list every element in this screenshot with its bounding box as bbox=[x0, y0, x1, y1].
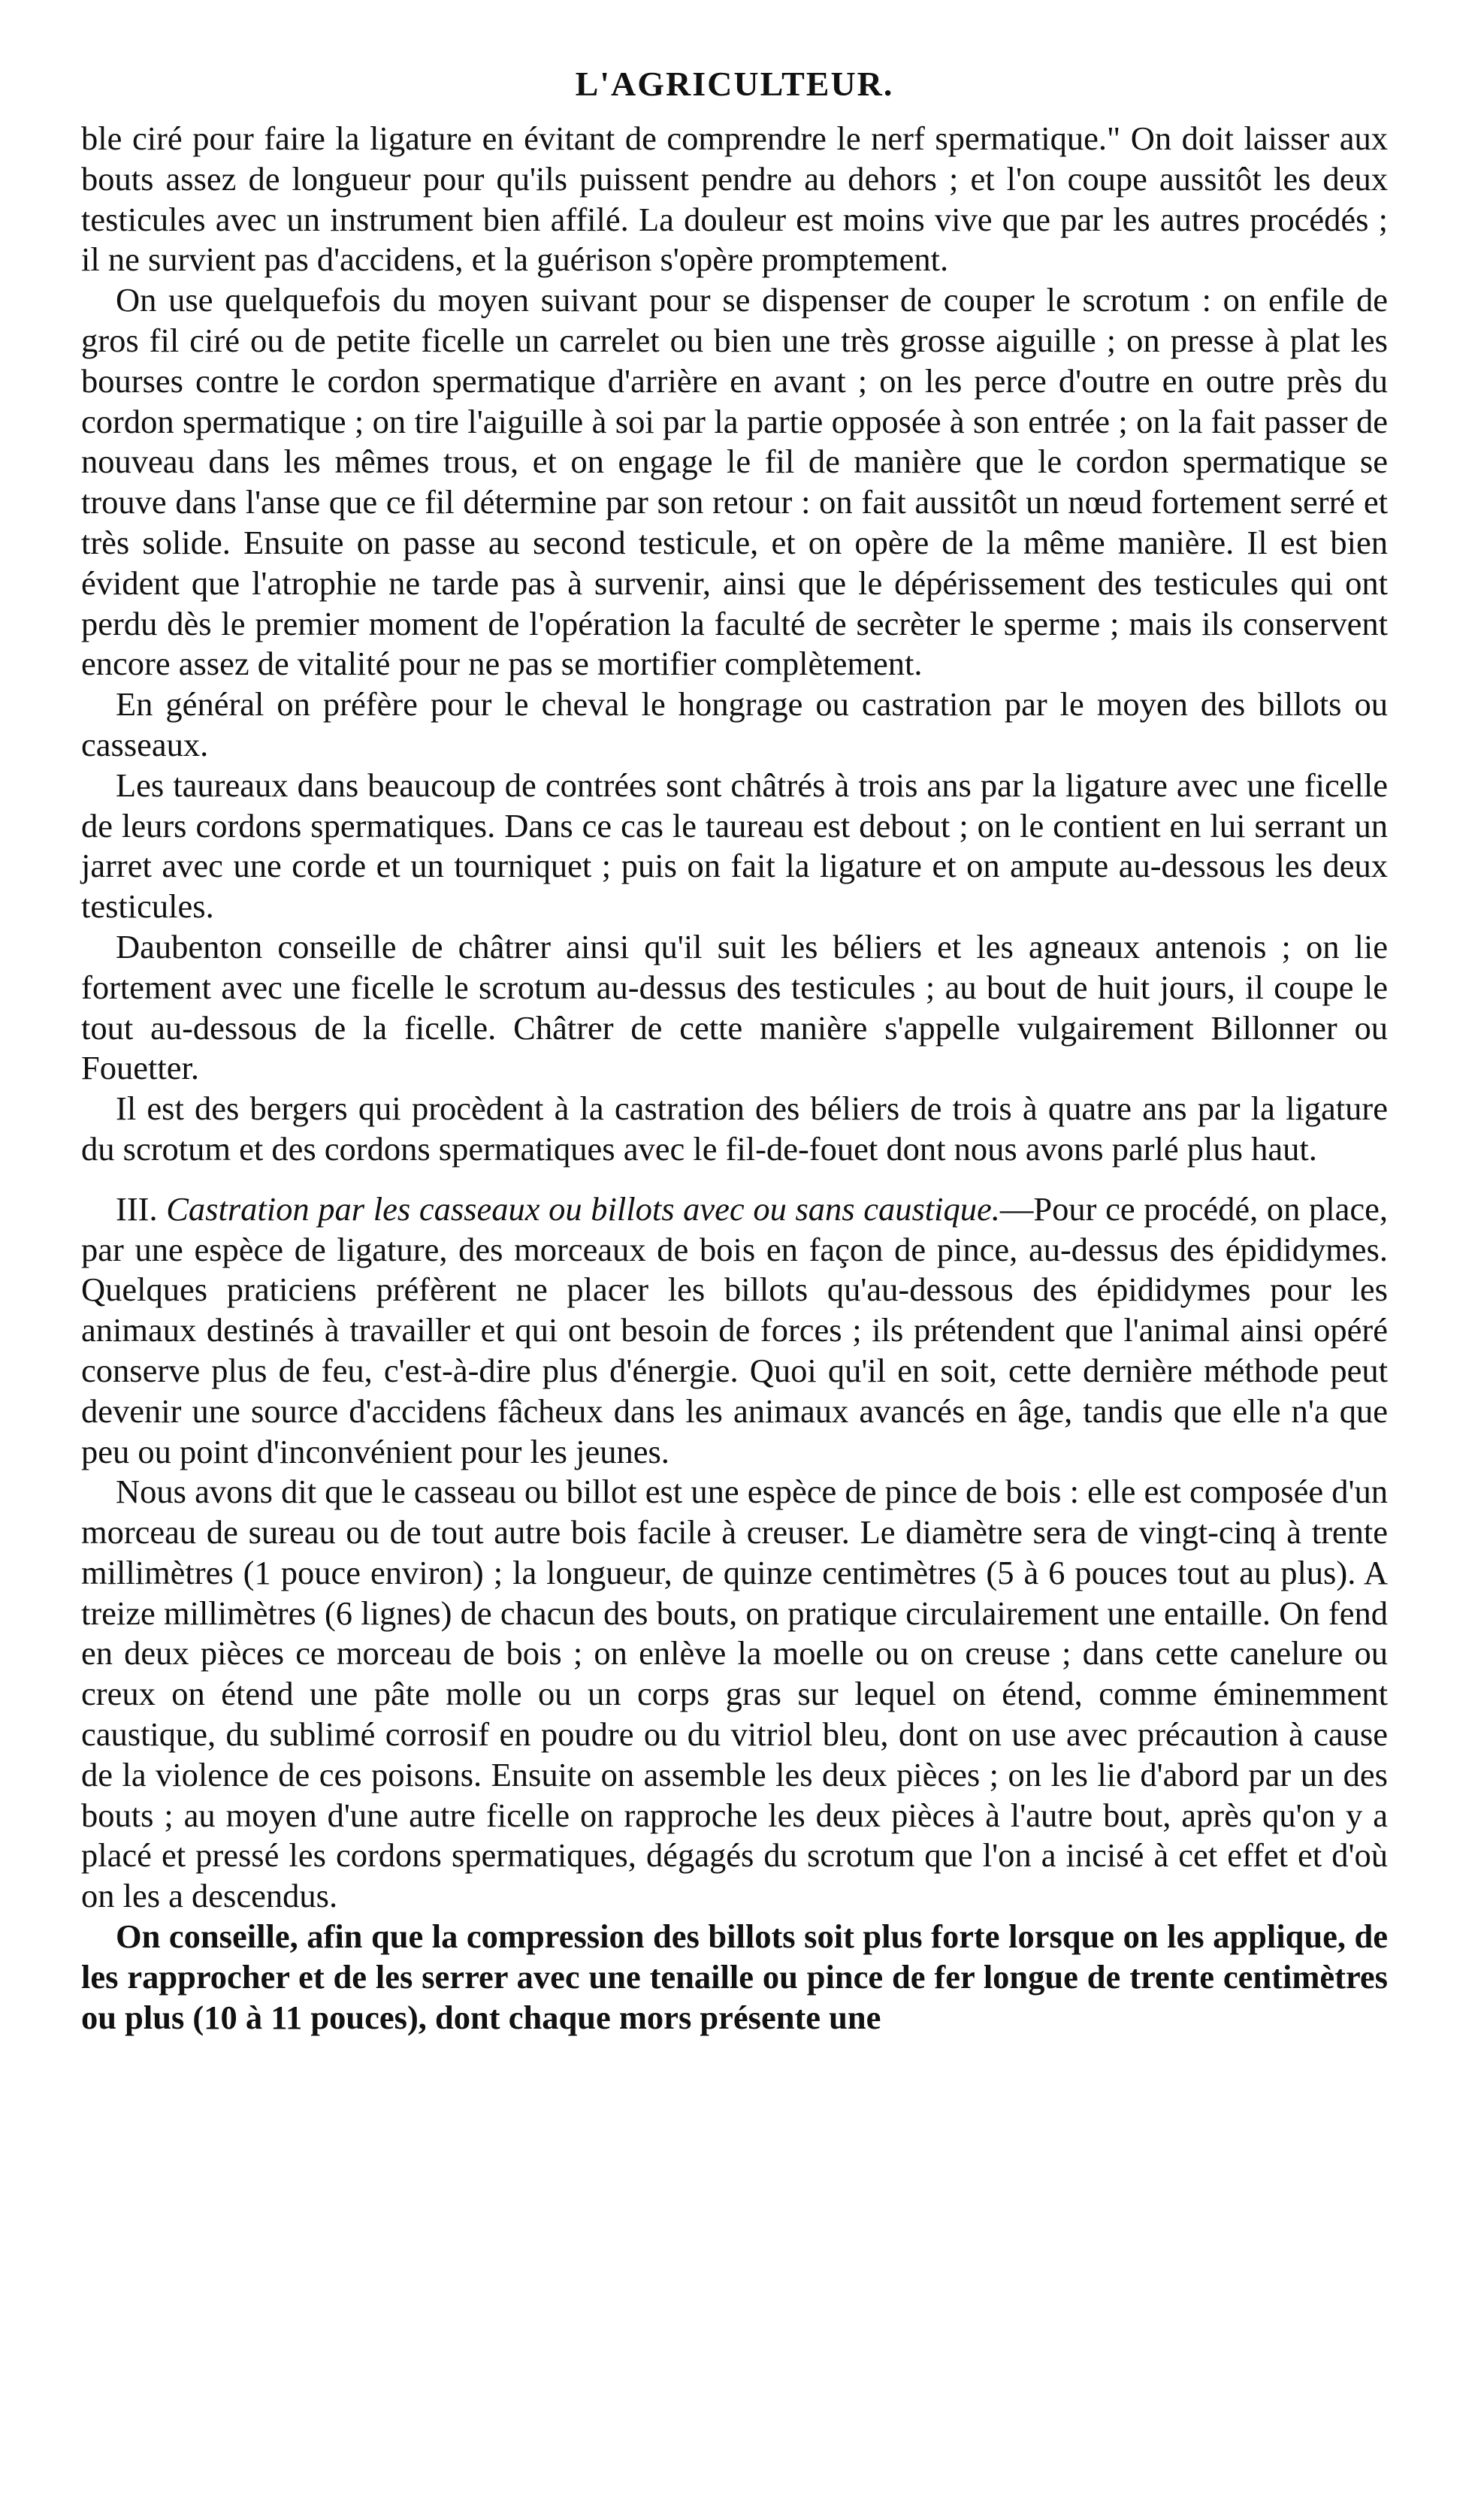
section-iii-paragraph bbox=[81, 1189, 1388, 1473]
paragraph-casseau-description: Nous avons dit que le casseau ou billot est une espèce de pince de bois : elle est composée d'un morceau de sureau ou de tout autre bois facile à creuser. Le diamètre sera de vingt-cinq à trente millimètres (1 pouce environ) ; la longueur, de quinze centimètres (5 à 6 pouces tout au plus). A treize millimètres (6 lignes) de chacun des bouts, on pratique circulairement une entaille. On fend en deux pièces ce morceau de bois ; on enlève la moelle ou on creuse ; dans cette canelure ou creux on étend une pâte molle ou un corps gras sur lequel on étend, comme éminemment caustique, du sublimé corrosif en poudre ou du vitriol bleu, dont on use avec précaution à cause de la violence de ces poisons. Ensuite on assemble les deux pièces ; on les lie d'abord par un des bouts ; au moyen d'une autre ficelle on rapproche les deux pièces à l'autre bout, après qu'on y a placé et pressé les cordons spermatiques, dégagés du scrotum que l'on a incisé à cet effet et d'où on les a descendus. bbox=[81, 1473, 1388, 1915]
body-text bbox=[81, 119, 1388, 2038]
section-iii-text: —Pour ce procédé, on place, par une espèce de ligature, des morceaux de bois en façon de pince, au-dessus des épididymes. Quelques praticiens préfèrent ne placer les billots qu'au-dessous des épididymes pour les animaux destinés à travailler et qui ont besoin de forces ; ils prétendent que l'animal ainsi opéré conserve plus de feu, c'est-à-dire plus d'énergie. Quoi qu'il en soit, cette dernière méthode peut devenir une source d'accidens fâcheux dans les animaux avancés en âge, tandis que elle n'a que peu ou point d'inconvénient pour les jeunes. bbox=[81, 1189, 1389, 1470]
paragraph-horse-preference: En général on préfère pour le cheval le hongrage ou castration par le moyen des billots ou casseaux. bbox=[81, 685, 1388, 763]
section-number: III. bbox=[116, 1189, 158, 1228]
paragraph-ligature-end: ble ciré pour faire la ligature en évitant de comprendre le nerf spermatique." On doit laisser aux bouts assez de longueur pour qu'ils puissent pendre au dehors ; et l'on coupe aussitôt les deux testicules avec un instrument bien affilé. La douleur est moins vive que par les autres procédés ; il ne survient pas d'accidens, et la guérison s'opère promptement. bbox=[81, 119, 1388, 279]
paragraph-shepherds: Il est des bergers qui procèdent à la castration des béliers de trois à quatre ans par la ligature du scrotum et des cordons spermatiques avec le fil-de-fouet dont nous avons parlé plus haut. bbox=[81, 1089, 1388, 1168]
paragraph-scrotum-method: On use quelquefois du moyen suivant pour se dispenser de couper le scrotum : on enfile de gros fil ciré ou de petite ficelle un carrelet ou bien une très grosse aiguille ; on presse à plat les bourses contre le cordon spermatique d'arrière en avant ; on les perce d'outre en outre près du cordon spermatique ; on tire l'aiguille à soi par la partie opposée à son entrée ; on la fait passer de nouveau dans les mêmes trous, et on engage le fil de manière que le cordon spermatique se trouve dans l'anse que ce fil détermine par son retour : on fait aussitôt un nœud fortement serré et très solide. Ensuite on passe au second testicule, et on opère de la même manière. Il est bien évident que l'atrophie ne tarde pas à survenir, ainsi que le dépérissement des testicules qui ont perdu dès le premier moment de l'opération la faculté de secrèter le sperme ; mais ils conservent encore assez de vitalité pour ne pas se mortifier complètement. bbox=[81, 281, 1388, 683]
paragraph-daubenton: Daubenton conseille de châtrer ainsi qu'il suit les béliers et les agneaux antenois ; on lie fortement avec une ficelle le scrotum au-dessus des testicules ; au bout de huit jours, il coupe le tout au-dessous de la ficelle. Châtrer de cette manière s'appelle vulgairement Billonner ou Fouetter. bbox=[81, 927, 1388, 1087]
running-title: L'AGRICULTEUR. bbox=[575, 65, 894, 103]
paragraph-compression: On conseille, afin que la compression des billots soit plus forte lorsque on les applique, de les rapprocher et de les serrer avec une tenaille ou pince de fer longue de trente centimètres ou plus (10 à 11 pouces), dont chaque mors présente une bbox=[81, 1917, 1388, 2036]
section-title: Castration par les casseaux ou billots avec ou sans caustique. bbox=[166, 1189, 1000, 1228]
paragraph-bulls: Les taureaux dans beaucoup de contrées sont châtrés à trois ans par la ligature avec une ficelle de leurs cordons spermatiques. Dans ce cas le taureau est debout ; on le contient en lui serrant un jarret avec une corde et un tourniquet ; puis on fait la ligature et on ampute au-dessous les deux testicules. bbox=[81, 766, 1388, 926]
